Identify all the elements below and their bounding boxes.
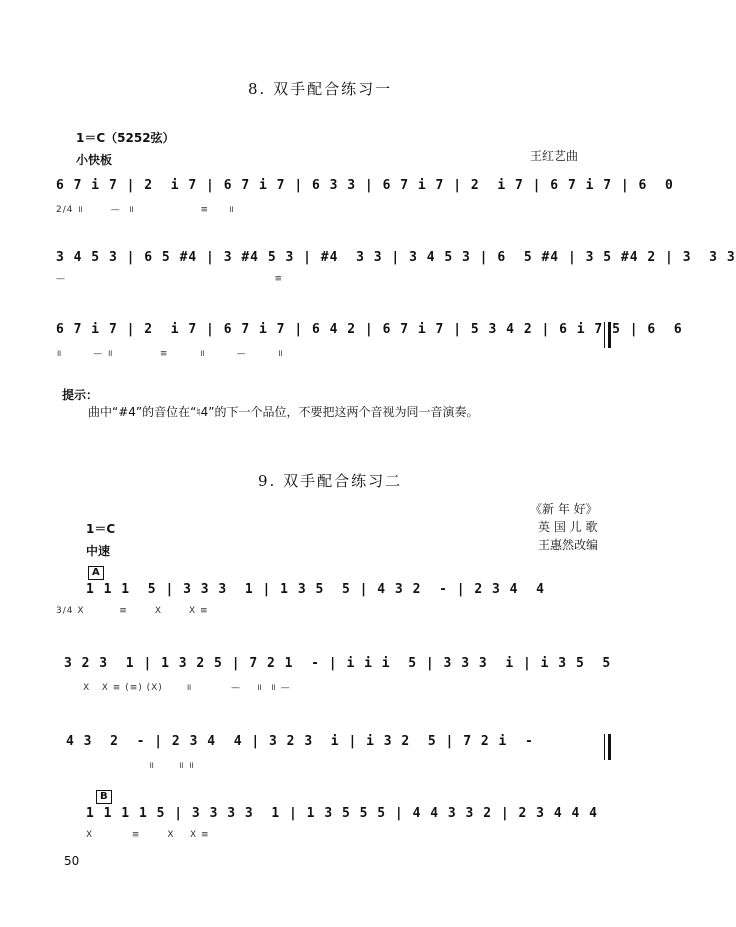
notes: 1 1 1 5 | 3 3 3 1 | 1 3 5 5 | 4 3 2 - | 2 3 4 4 bbox=[86, 582, 545, 597]
section-9-title: 9. 双手配合练习二 bbox=[258, 472, 403, 490]
section-9-line-4 bbox=[56, 806, 616, 846]
fingering-marks: — ≡ bbox=[56, 274, 284, 284]
song-origin: 英 国 儿 歌 bbox=[538, 520, 598, 534]
page-number: 50 bbox=[64, 854, 80, 868]
rehearsal-mark-a bbox=[88, 560, 104, 580]
section-9-tempo: 中速 bbox=[86, 544, 111, 558]
notes: 4 3 2 - | 2 3 4 4 | 3 2 3 i | i 3 2 5 | 7 2 i - bbox=[66, 734, 534, 749]
notes: 6 7 i 7 | 2 i 7 | 6 7 i 7 | 6 3 3 | 6 7 i 7 | 2 i 7 | 6 7 i 7 | 6 0 bbox=[56, 178, 674, 193]
fingering-marks: X ≡ X X ≡ bbox=[86, 830, 210, 840]
rehearsal-box-a: A bbox=[88, 566, 104, 580]
notes: 1 1 1 1 5 | 3 3 3 3 1 | 1 3 5 5 5 | 4 4 3 3 2 | 2 3 4 4 4 bbox=[86, 806, 598, 821]
fingering-marks: X X ≡ (≡) (X) ॥ — ॥ ॥ — bbox=[56, 683, 291, 693]
section-8-title: 8. 双手配合练习一 bbox=[248, 80, 393, 98]
section-8-key: 1＝C（5252弦） bbox=[76, 131, 175, 145]
rehearsal-mark-b bbox=[96, 784, 112, 804]
hint-text: 曲中“#4”的音位在“♮4”的下一个品位，不要把这两个音视为同一音演奏。 bbox=[88, 405, 479, 419]
section-9-key: 1＝C bbox=[86, 522, 116, 536]
section-8-composer: 王红艺曲 bbox=[530, 149, 579, 163]
final-barline bbox=[604, 322, 611, 348]
arranger: 王惠然改编 bbox=[538, 538, 599, 552]
repeat-barline bbox=[604, 734, 611, 760]
section-8-line-3 bbox=[56, 322, 683, 362]
section-9-line-3 bbox=[56, 734, 616, 774]
section-9-line-1 bbox=[56, 582, 616, 622]
hint-label: 提示： bbox=[62, 388, 99, 402]
rehearsal-box-b: B bbox=[96, 790, 112, 804]
section-8-line-2 bbox=[56, 250, 736, 290]
notes: 3 4 5 3 | 6 5 #4 | 3 #4 5 3 | #4 3 3 | 3 4 5 3 | 6 5 #4 | 3 5 #4 2 | 3 3 3 bbox=[56, 250, 736, 265]
fingering-marks: 2/4 ॥ — ॥ ≡ ॥ bbox=[56, 205, 235, 215]
fingering-marks: 3/4 X ≡ X X ≡ bbox=[56, 606, 209, 616]
section-8-line-1 bbox=[56, 178, 674, 218]
notes: 6 7 i 7 | 2 i 7 | 6 7 i 7 | 6 4 2 | 6 7 i 7 | 5 3 4 2 | 6 i 7 5 | 6 6 bbox=[56, 322, 683, 337]
fingering-marks: ॥ — ॥ ≡ ॥ — ॥ bbox=[56, 349, 284, 359]
fingering-marks: ॥ ॥ ॥ bbox=[56, 761, 195, 771]
notes: 3 2 3 1 | 1 3 2 5 | 7 2 1 - | i i i 5 | 3 3 3 i | i 3 5 5 bbox=[64, 656, 612, 671]
section-9-line-2 bbox=[56, 656, 616, 696]
section-8-tempo: 小快板 bbox=[76, 153, 113, 167]
song-name: 《新 年 好》 bbox=[530, 502, 598, 516]
